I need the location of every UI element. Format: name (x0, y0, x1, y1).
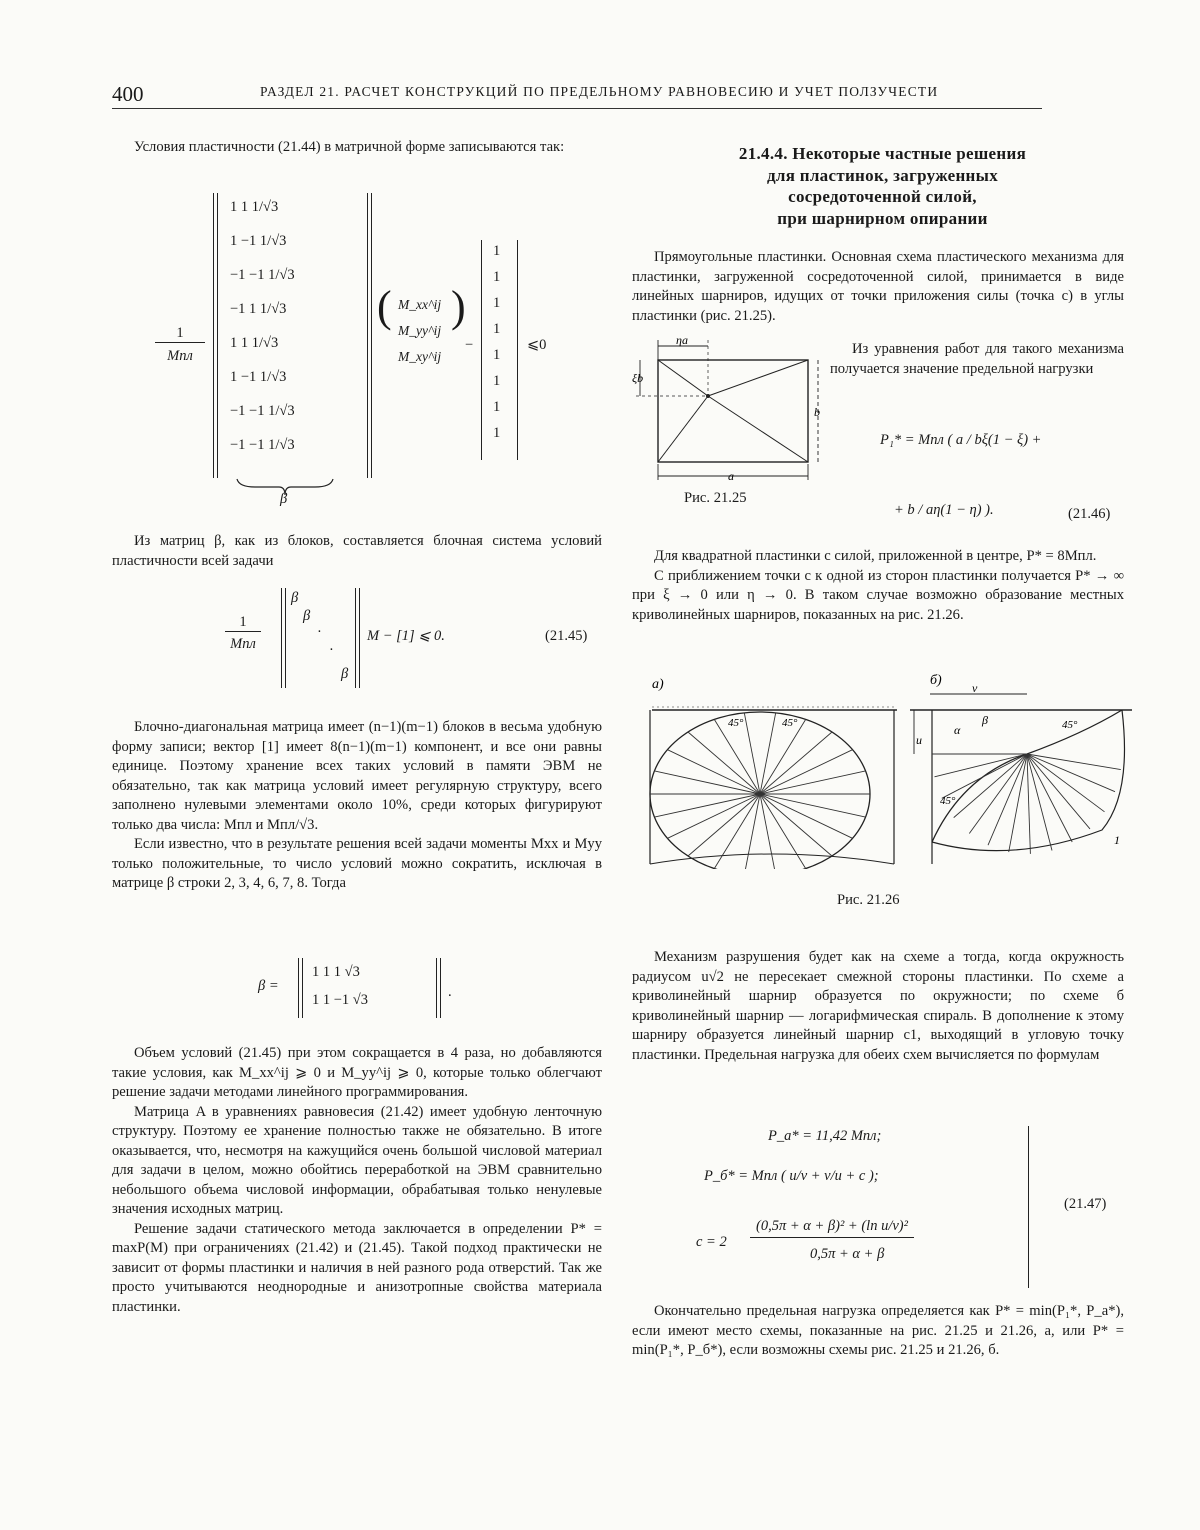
equation-number: (21.45) (545, 628, 588, 644)
hinge-spoke (655, 771, 761, 794)
hinge-spoke (954, 754, 1027, 818)
fig26-label-beta: β (982, 713, 988, 727)
hinge-spoke (1027, 754, 1105, 812)
fig26-label-v: v (972, 681, 978, 695)
vector-row: M_xx^ij (398, 297, 442, 312)
fig26-label-point: 1 (1114, 833, 1120, 847)
fig26-label-u: u (916, 733, 922, 747)
fig26-label-alpha: α (954, 723, 961, 737)
paragraph-block-diagonal: Блочно-диагональная матрица имеет (n−1)(m−1) блоков в весьма удобную форму записи; вектор [1] имеет 8(n−1)(m−1) компонент, и все они равны единице. Поэтому хранение всех таких условий в памяти ЭВМ не обязательно, так как матрица условий имеет регулярную структуру, всего заполнено нулевыми элементами около 10%, среди которых фигурируют только два числа: Mпл и Mпл/√3. Если известно, что в результате решения всей задачи моменты Mxx и Myy только положительные, то число условий можно сократить, исключая в матрице β строки 2, 3, 4, 6, 7, 8. Тогда (112, 719, 602, 891)
page-header (112, 78, 1042, 109)
hinge-spoke (942, 754, 1027, 798)
paragraph-reductions: Объем условий (21.45) при этом сокращается в 4 раза, но добавляются такие условия, как M_xx^ij ⩾ 0 и M_yy^ij ⩾ 0, которые только облегчают решение задачи методами линейного программирования. Матрица A в уравнениях равновесия (21.42) имеет удобную ленточную структуру. Поэтому ее хранение полностью также не обязательно. В итоге оказывается, что, несмотря на кажущийся очень большой числовой материал для задачи в целом, можно обойтись переработкой на ЭВМ сравнительно небольшого объема числовой информации, обрабатывая только ненулевые значения исходных матриц. Решение задачи статического метода заключается в определении P* = maxP(M) при ограничениях (21.42) и (21.45). Такой подход практически не зависит от формы пластинки и наличия в ней разного рода отверстий. Так же просто учитываются неоднородные и анизотропные свойства материала пластинки. (112, 1045, 602, 1315)
fig25-label-bottom: a (728, 469, 734, 483)
fig26-angle-b1: 45° (940, 795, 956, 807)
fig26-angle-a1: 45° (728, 717, 744, 729)
running-title: РАЗДЕЛ 21. РАСЧЕТ КОНСТРУКЦИЙ ПО ПРЕДЕЛЬНОМУ РАВНОВЕСИЮ И УЧЕТ ПОЛЗУЧЕСТИ (260, 84, 939, 99)
paragraph-square-plate: Для квадратной пластинки с силой, приложенной в центре, P* = 8Mпл. С приближением точки c к одной из сторон пластинки получается P* → ∞ при ξ → 0 или η → 0. В таком случае возможно образование местных криволинейных шарниров, показанных на рис. 21.26. (632, 548, 1124, 623)
hinge-spoke (760, 794, 832, 856)
equation-number: (21.47) (1064, 1196, 1107, 1212)
hinge-spoke (760, 771, 866, 794)
fig25-label-top: ηa (676, 334, 688, 347)
ones-vector-item: 1 (493, 243, 501, 259)
hinge-spoke (760, 732, 832, 794)
fig26-label-b: б) (930, 673, 942, 688)
paragraph-conclusion: Окончательно предельная нагрузка определяется как P* = min(P₁*, P_a*), если имеют место схемы, показанные на рис. 21.25 и 21.26, а, или P* = min(P₁*, P_б*), если возможны схемы рис. 21.25 и 21.26, б. (632, 1303, 1124, 1358)
paragraph-rect-plates: Прямоугольные пластинки. Основная схема пластического механизма для пластинки, загруженной сосредоточенной силой, принимается в виде линейных шарниров, идущих от точки приложения силы (точка c) в углы пластинки (рис. 21.25). (632, 249, 1124, 324)
figure-21-25 (632, 334, 824, 522)
equation-21-47: P_a* = 11,42 Mпл; P_б* = Mпл ( u/v + v/u + c ); c = 2 (0,5π + α + β)² + (ln u/v)² 0,5π + α + β (21.47) (640, 1122, 1130, 1302)
left-intro: Условия пластичности (21.44) в матричной форме записываются так: (134, 139, 565, 155)
fig26-caption: Рис. 21.26 (837, 892, 900, 908)
ones-vector-item: 1 (493, 269, 501, 285)
ones-vector-item: 1 (493, 399, 501, 415)
matrix-row: −1 −1 1/√3 (230, 267, 295, 283)
figure-21-26 (632, 664, 1132, 924)
vector-paren-left: ( (377, 282, 392, 331)
vector-row: M_yy^ij (398, 323, 442, 338)
matrix-row: −1 1 1/√3 (230, 301, 287, 317)
local-hinges-diagram (632, 664, 1132, 869)
paragraph-blocks: Из матриц β, как из блоков, составляется блочная система условий пластичности всей задачи (112, 533, 602, 569)
reduced-beta-matrix: β = 1 1 1 √3 1 1 −1 √3 . (258, 958, 468, 1022)
ones-vector-item: 1 (493, 373, 501, 389)
section-title: 21.4.4. Некоторые частные решения для пластинок, загруженных сосредоточенной силой, при шарнирном опирании (738, 144, 1027, 228)
ones-vector-item: 1 (493, 425, 501, 441)
vector-row: M_xy^ij (398, 349, 442, 364)
matrix-row: 1 1 1/√3 (230, 199, 279, 215)
rect-plate-diagram (632, 334, 824, 484)
fig26-angle-a2: 45° (782, 717, 798, 729)
paragraph-mechanism: Механизм разрушения будет как на схеме а тогда, когда окружность радиусом u√2 не пересекает смежной стороны пластинки. По схеме а криволинейный шарнир образуется по окружности; по схеме б криволинейный шарнир — логарифмическая спираль. В дополнение к этому шарниру образуется линейный шарнир c1, выходящий в угловую точку пластинки. Предельная нагрузка для обеих схем вычисляется по формулам (632, 949, 1124, 1063)
hinge-spoke (655, 794, 761, 817)
vector-paren-right: ) (451, 282, 466, 331)
hinge-spoke (688, 794, 760, 856)
hinge-spoke (1027, 754, 1030, 854)
matrix-row: 1 1 1/√3 (230, 335, 279, 351)
matrix-frac-top: 1 (155, 325, 205, 343)
fig26-label-a: а) (652, 677, 664, 692)
hinge-spoke (1027, 754, 1115, 792)
equation-number: (21.46) (1068, 506, 1111, 522)
hinge-spoke (1009, 754, 1027, 852)
plasticity-matrix-equation: 1 Mпл 1 1 1/√3 1 −1 1/√3 −1 −1 1/√3 −1 1 1/√3 1 1 1/√3 1 −1 1/√3 −1 −1 1/√3 −1 −1 1/√3 β ( M_xx^ij M_yy^ij M_xy^ij ) − 1 1 1 1 1 1 1 1 ⩽0 (155, 185, 605, 510)
equation-21-46: P₁* = Mпл ( a / bξ(1 − ξ) + + b / aη(1 − η) ). (21.46) (880, 432, 1111, 522)
ones-vector-item: 1 (493, 321, 501, 337)
matrix-row: −1 −1 1/√3 (230, 437, 295, 453)
fig25-label-left: ξb (632, 371, 644, 385)
matrix-row: −1 −1 1/√3 (230, 403, 295, 419)
beta-label: β (280, 491, 288, 507)
fig26-angle-b2: 45° (1062, 719, 1078, 731)
hinge-spoke (760, 794, 866, 817)
paragraph-work-equation: Из уравнения работ для такого механизма получается значение предельной нагрузки (830, 341, 1124, 377)
hinge-spoke (688, 732, 760, 794)
page-number: 400 (112, 82, 144, 106)
ones-vector-item: 1 (493, 295, 501, 311)
matrix-row: 1 −1 1/√3 (230, 369, 287, 385)
fig25-label-right: b (814, 405, 820, 419)
leq-zero: ⩽0 (527, 337, 547, 353)
equation-21-45: 1 Mпл β β · · β M − [1] ⩽ 0. (21.45) (225, 588, 605, 698)
matrix-frac-bottom: Mпл (167, 348, 193, 364)
hinge-spoke (1027, 754, 1072, 842)
ones-vector-item: 1 (493, 347, 501, 363)
hinge-spoke (1027, 754, 1121, 770)
fig25-caption: Рис. 21.25 (684, 490, 747, 506)
matrix-row: 1 −1 1/√3 (230, 233, 287, 249)
